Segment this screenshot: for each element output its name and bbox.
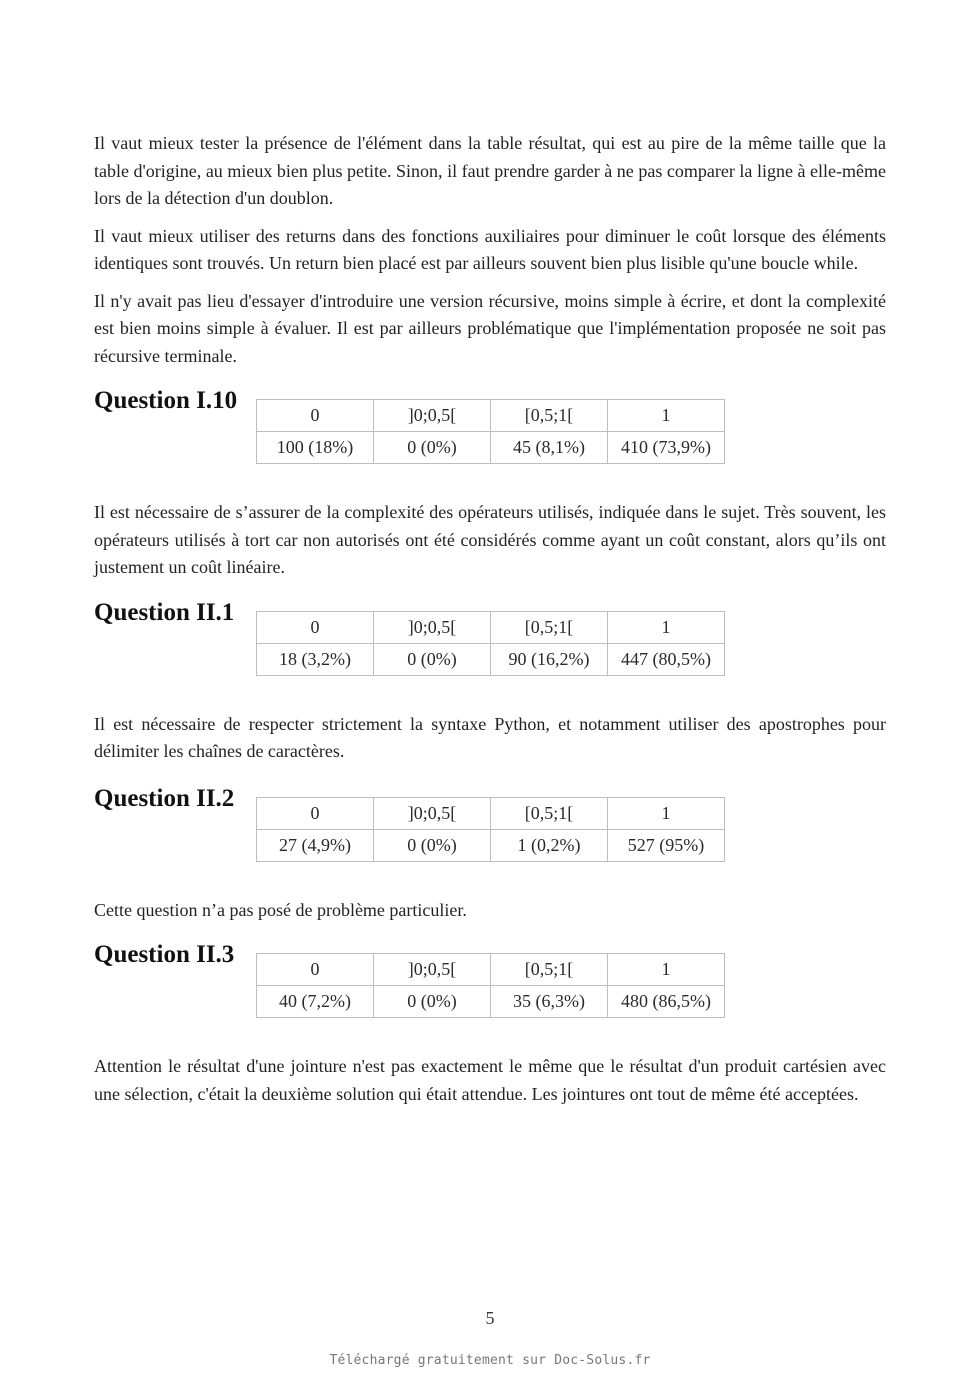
table-header-cell: [0,5;1[ bbox=[491, 400, 608, 432]
table-header-row bbox=[257, 797, 725, 829]
question-comment: Il est nécessaire de s’assurer de la complexité des opérateurs utilisés, indiquée dans le sujet. Très souvent, les opérateurs utilisés à tort car non autorisés ont été considérés comme ayant un coût constant, alors qu’ils ont justement un coût linéaire. bbox=[94, 502, 886, 577]
question-title: Question II.2 bbox=[94, 784, 235, 812]
table-header-cell: ]0;0,5[ bbox=[374, 611, 491, 643]
table-header-cell: 0 bbox=[257, 954, 374, 986]
score-table bbox=[256, 611, 725, 676]
table-cell: 527 (95%) bbox=[608, 829, 725, 861]
table-header-cell: 0 bbox=[257, 400, 374, 432]
table-cell: 0 (0%) bbox=[374, 432, 491, 464]
table-header-row bbox=[257, 954, 725, 986]
table-cell: 1 (0,2%) bbox=[491, 829, 608, 861]
table-header-cell: 0 bbox=[257, 611, 374, 643]
table-cell: 35 (6,3%) bbox=[491, 986, 608, 1018]
paragraph-intro-2: Il vaut mieux utiliser des returns dans des fonctions auxiliaires pour diminuer le coût lorsque des éléments identiques sont trouvés. Un return bien placé est par ailleurs souvent bien plus lisible qu'une boucle while. bbox=[94, 225, 886, 273]
table-header-cell: 1 bbox=[608, 611, 725, 643]
score-table bbox=[256, 797, 725, 862]
table-header-cell: 0 bbox=[257, 797, 374, 829]
paragraph-intro-3: Il n'y avait pas lieu d'essayer d'introduire une version récursive, moins simple à écrire, et dont la complexité est bien moins simple à évaluer. Il est par ailleurs problématique que l'implémentation proposée ne soit pas récursive terminale. bbox=[94, 290, 886, 366]
page-content bbox=[94, 130, 886, 1108]
table-row bbox=[257, 829, 725, 861]
question-comment: Attention le résultat d'une jointure n'est pas exactement le même que le résultat d'un produit cartésien avec une sélection, c'était la deuxième solution qui était attendue. Les jointures ont tout de même été acceptées. bbox=[94, 1056, 886, 1104]
question-comment: Cette question n’a pas posé de problème particulier. bbox=[94, 899, 467, 920]
footer-download-note: Téléchargé gratuitement sur Doc-Solus.fr bbox=[329, 1353, 651, 1368]
question-title: Question II.3 bbox=[94, 941, 235, 968]
table-cell: 0 (0%) bbox=[374, 986, 491, 1018]
score-table bbox=[256, 953, 725, 1018]
table-cell: 40 (7,2%) bbox=[257, 986, 374, 1018]
table-header-cell: 1 bbox=[608, 400, 725, 432]
question-title: Question I.10 bbox=[94, 387, 238, 414]
question-block-i10 bbox=[94, 386, 886, 582]
table-cell: 100 (18%) bbox=[257, 432, 374, 464]
table-row bbox=[257, 986, 725, 1018]
table-header-cell: [0,5;1[ bbox=[491, 611, 608, 643]
table-header-cell: 1 bbox=[608, 954, 725, 986]
table-header-cell: [0,5;1[ bbox=[491, 954, 608, 986]
table-cell: 480 (86,5%) bbox=[608, 986, 725, 1018]
question-block-ii3 bbox=[94, 940, 886, 1108]
table-header-cell: ]0;0,5[ bbox=[374, 400, 491, 432]
score-table bbox=[256, 399, 725, 464]
table-cell: 0 (0%) bbox=[374, 643, 491, 675]
table-header-cell: 1 bbox=[608, 797, 725, 829]
table-cell: 0 (0%) bbox=[374, 829, 491, 861]
table-cell: 27 (4,9%) bbox=[257, 829, 374, 861]
page-number: 5 bbox=[485, 1308, 495, 1328]
table-cell: 18 (3,2%) bbox=[257, 643, 374, 675]
question-title: Question II.1 bbox=[94, 598, 235, 626]
table-header-cell: [0,5;1[ bbox=[491, 797, 608, 829]
question-comment: Il est nécessaire de respecter strictement la syntaxe Python, et notamment utiliser des apostrophes pour délimiter les chaînes de caractères. bbox=[94, 713, 886, 761]
table-cell: 447 (80,5%) bbox=[608, 643, 725, 675]
table-header-cell: ]0;0,5[ bbox=[374, 797, 491, 829]
paragraph-intro-1: Il vaut mieux tester la présence de l'élément dans la table résultat, qui est au pire de la même taille que la table d'origine, au mieux bien plus petite. Sinon, il faut prendre garder à ne pas comparer la ligne à elle-même lors de la détection d'un doublon. bbox=[94, 133, 886, 208]
table-header-row bbox=[257, 611, 725, 643]
table-cell: 90 (16,2%) bbox=[491, 643, 608, 675]
table-row bbox=[257, 432, 725, 464]
question-block-ii2 bbox=[94, 784, 886, 925]
table-header-cell: ]0;0,5[ bbox=[374, 954, 491, 986]
question-block-ii1 bbox=[94, 598, 886, 766]
table-header-row bbox=[257, 400, 725, 432]
table-row bbox=[257, 643, 725, 675]
table-cell: 45 (8,1%) bbox=[491, 432, 608, 464]
table-cell: 410 (73,9%) bbox=[608, 432, 725, 464]
